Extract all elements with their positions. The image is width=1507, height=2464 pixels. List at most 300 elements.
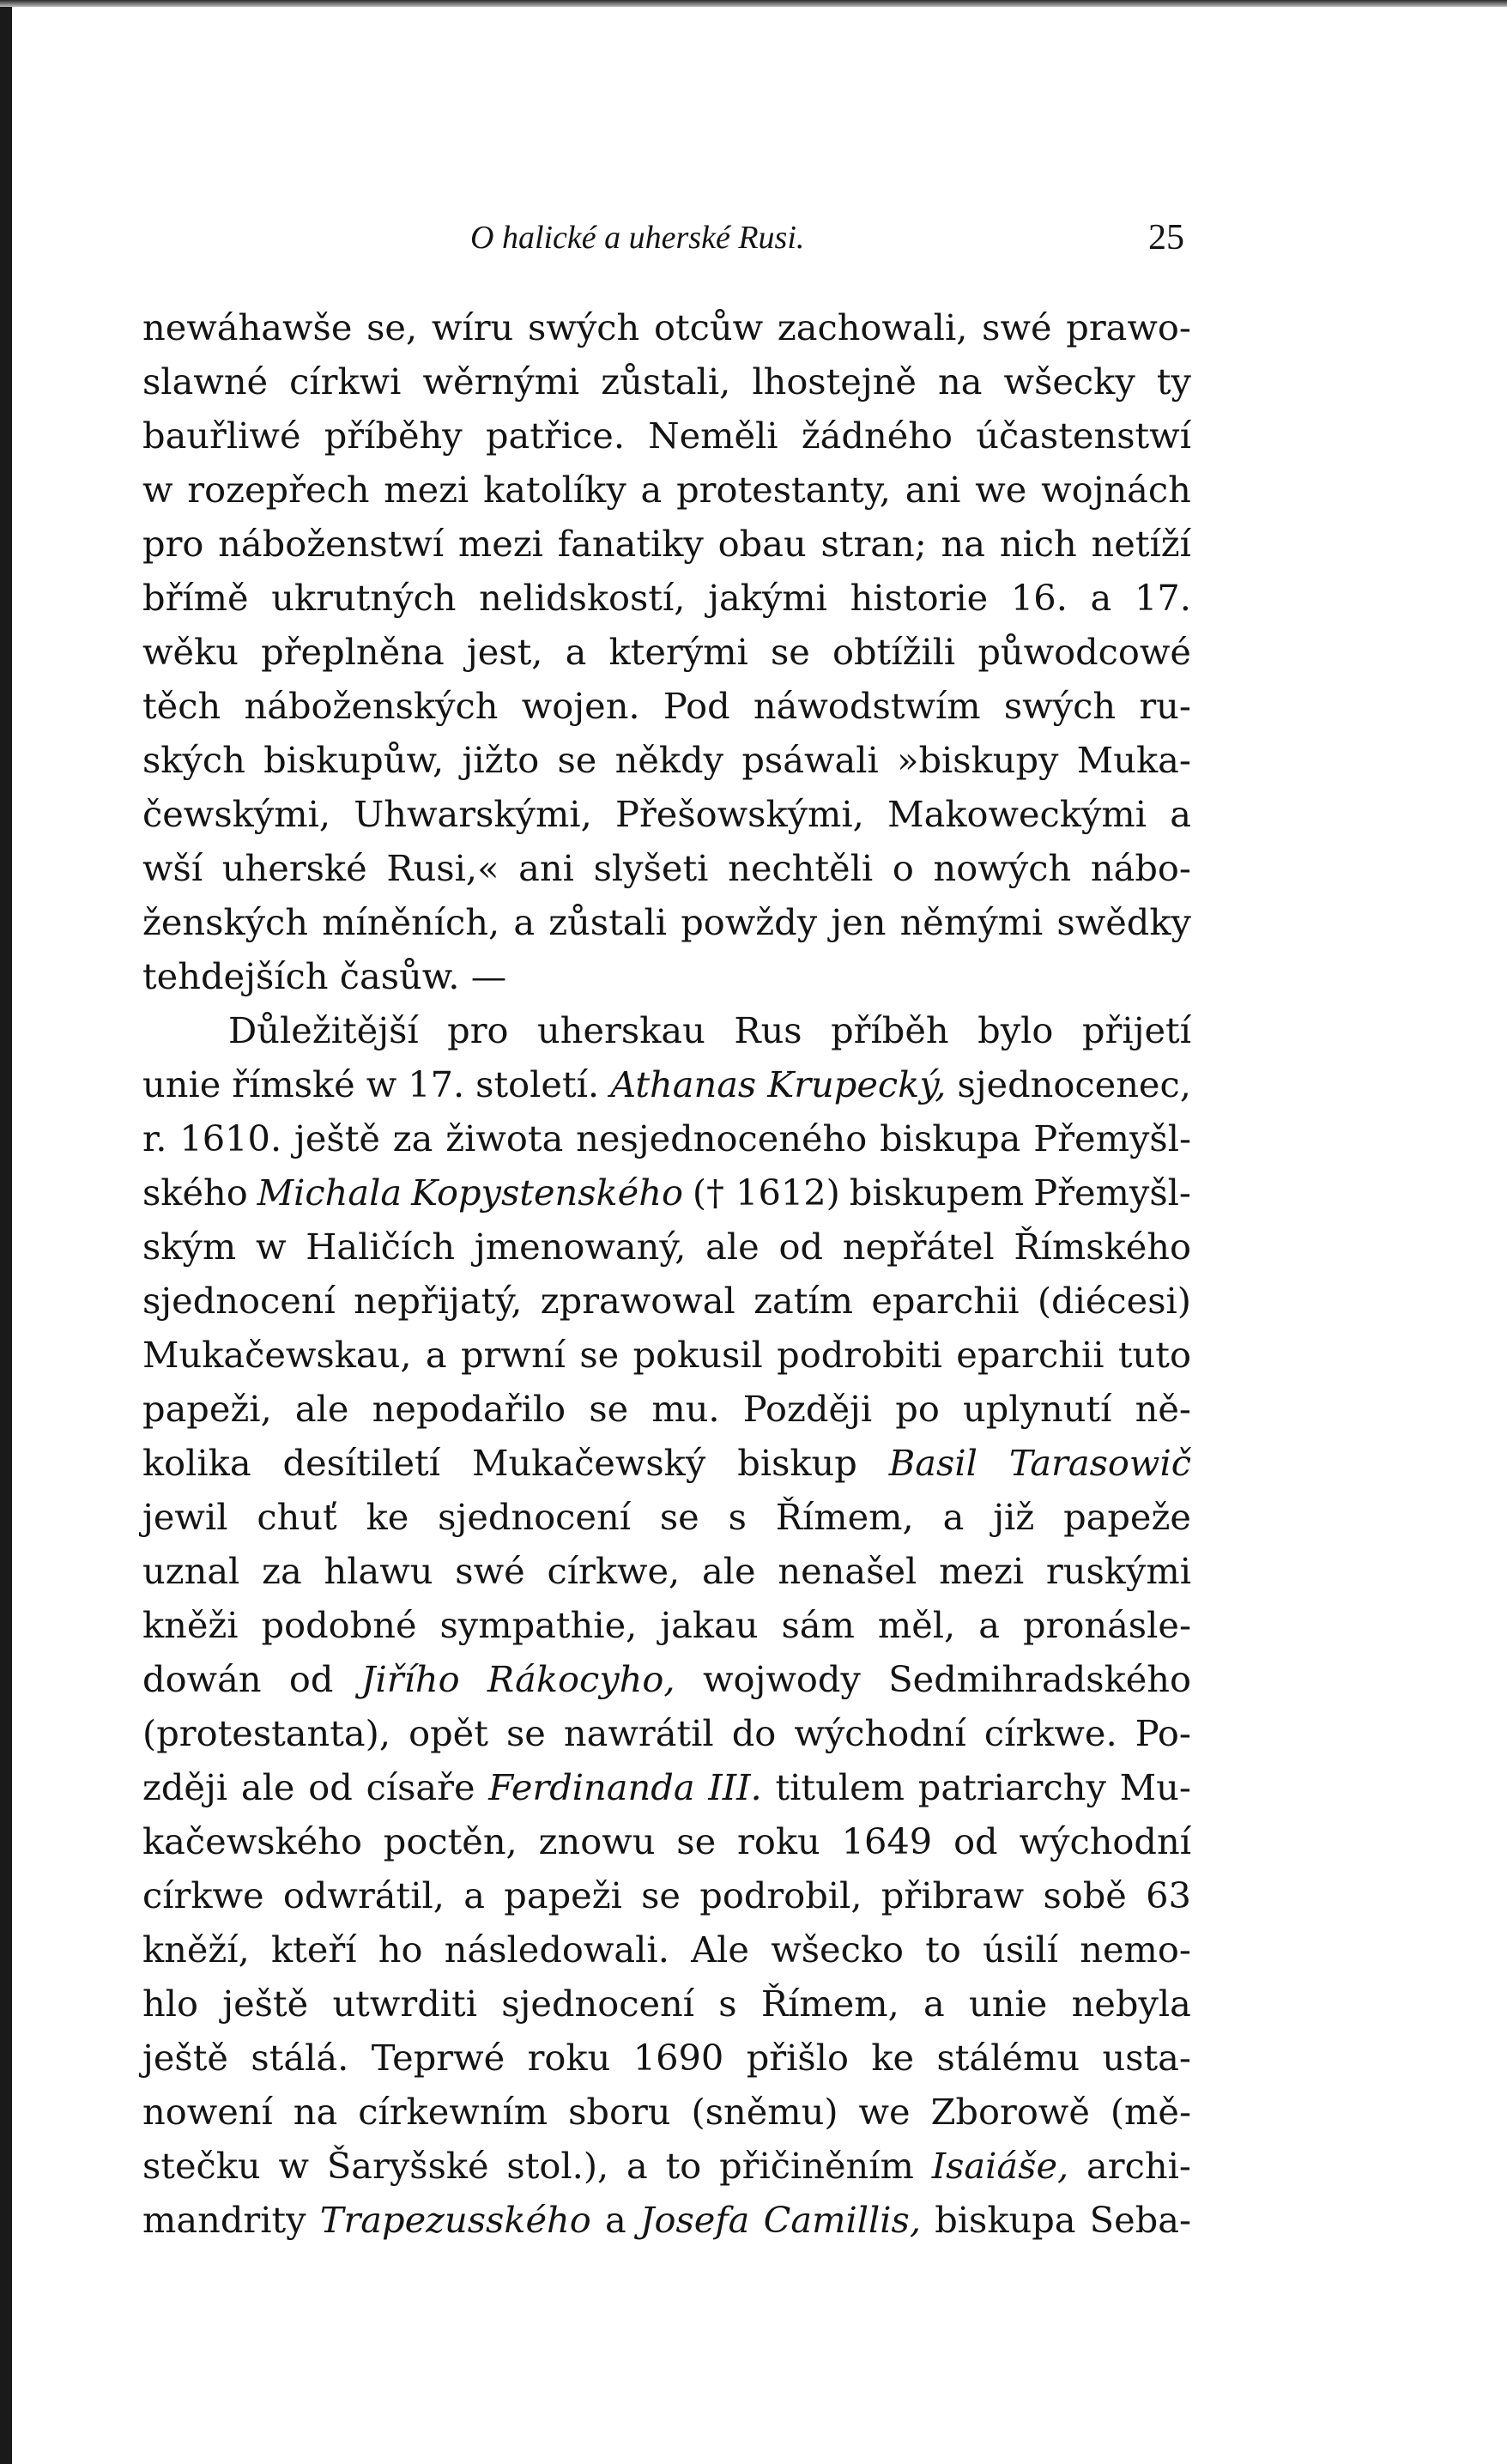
word: se xyxy=(579,1334,620,1376)
word: století. xyxy=(475,1063,600,1105)
text-line xyxy=(142,625,1191,679)
word: čewskými, xyxy=(142,793,331,835)
word: podrobiti xyxy=(777,1334,942,1376)
word: zději xyxy=(142,1766,228,1808)
word: přijetí xyxy=(1081,1009,1191,1051)
word: opět xyxy=(409,1712,488,1754)
word: nepřátel xyxy=(842,1226,995,1268)
page-edge-shadow xyxy=(0,0,12,2464)
word: 63 xyxy=(1146,1874,1191,1916)
word: po xyxy=(895,1388,940,1430)
word: přičiněním xyxy=(719,2145,914,2187)
word: žiwota xyxy=(445,1117,564,1159)
word: biskupa xyxy=(880,1117,1021,1159)
word: bylo xyxy=(977,1009,1054,1051)
word: se xyxy=(505,1712,546,1754)
word: usta- xyxy=(1102,2037,1191,2079)
word: — xyxy=(470,955,507,997)
word: wojen. xyxy=(521,685,640,727)
word: jakými xyxy=(708,577,827,619)
text-line xyxy=(142,1436,1191,1490)
word: otcůw xyxy=(653,306,764,348)
running-head: O halické a uherské Rusi. xyxy=(470,220,805,256)
text-line xyxy=(142,409,1191,463)
word: roku xyxy=(527,2037,611,2079)
word: císaře xyxy=(366,1766,475,1808)
text-line xyxy=(142,1706,1191,1760)
word: swých xyxy=(528,306,640,348)
word: ně- xyxy=(1135,1388,1191,1430)
text-line xyxy=(142,895,1191,949)
italic-word: Rákocyho, xyxy=(487,1658,675,1700)
word: mezi xyxy=(384,469,469,511)
word: zachowali, xyxy=(777,306,968,348)
word: kterými xyxy=(608,631,748,673)
word: za xyxy=(392,1117,433,1159)
word: wíru xyxy=(431,306,514,348)
text-line xyxy=(142,1977,1191,2031)
word: jest, xyxy=(466,631,543,673)
text-line xyxy=(142,300,1191,354)
word: wěrnými xyxy=(422,360,580,403)
word: Seba- xyxy=(1089,2199,1191,2241)
word: ho xyxy=(378,1928,423,1971)
word: ským xyxy=(142,1226,237,1268)
word: uznal xyxy=(142,1550,240,1592)
text-line xyxy=(142,2085,1191,2139)
word: w xyxy=(366,1063,397,1105)
word: unie xyxy=(142,1063,221,1105)
word: půwodcowé xyxy=(977,631,1191,673)
word: ke xyxy=(871,2037,915,2079)
word: wěku xyxy=(142,631,239,673)
word: Přemyšl- xyxy=(1033,1117,1191,1159)
word: a xyxy=(463,1874,485,1916)
word: swědky xyxy=(1056,901,1191,943)
word: uherskau xyxy=(537,1009,705,1051)
text-line xyxy=(142,949,1191,1003)
word: poctěn, xyxy=(383,1820,517,1862)
italic-word: Josefa xyxy=(639,2199,750,2241)
word: netíží xyxy=(1091,523,1191,565)
word: Teprwé xyxy=(371,2037,505,2079)
word: w xyxy=(278,2145,309,2187)
word: od xyxy=(778,1226,824,1268)
word: a xyxy=(923,1983,945,2025)
word: rozepřech xyxy=(187,469,370,511)
word: ještě xyxy=(222,1983,309,2025)
text-line xyxy=(142,1544,1191,1598)
word: patriarchy xyxy=(917,1766,1106,1808)
word: pro xyxy=(447,1009,509,1051)
word: (sněmu) xyxy=(691,2091,838,2133)
word: římské xyxy=(232,1063,355,1105)
word: se xyxy=(557,739,597,781)
word: znowu xyxy=(538,1820,656,1862)
word: sjednocenec, xyxy=(957,1063,1191,1105)
word: od xyxy=(953,1820,998,1862)
word: kněži xyxy=(142,1604,239,1646)
word: nich xyxy=(999,523,1077,565)
word: jewil xyxy=(142,1496,228,1538)
word: sjednocení xyxy=(501,1983,695,2025)
text-line xyxy=(142,1922,1191,1977)
word: podobné xyxy=(261,1604,417,1646)
word: břímě xyxy=(142,577,249,619)
word: 17. xyxy=(408,1063,465,1105)
word: na xyxy=(293,2091,338,2133)
word: dowán xyxy=(142,1658,262,1700)
word: protestanty, xyxy=(676,469,891,511)
word: zůstali, xyxy=(601,360,731,403)
word: měl, xyxy=(877,1604,956,1646)
italic-word: Jiřího xyxy=(360,1658,460,1700)
word: nenašel xyxy=(778,1550,917,1592)
body-text xyxy=(142,300,1191,2247)
word: jižto xyxy=(462,739,540,781)
text-line xyxy=(142,2031,1191,2085)
text-line xyxy=(142,1490,1191,1544)
word: stol.), xyxy=(506,2145,609,2187)
word: úsilí xyxy=(983,1928,1058,1971)
word: stečku xyxy=(142,2145,261,2187)
word: ani xyxy=(905,469,961,511)
word: ale xyxy=(702,1550,756,1592)
word: na xyxy=(938,360,983,403)
word: 16. xyxy=(1010,577,1068,619)
word: se xyxy=(770,631,810,673)
word: nemo- xyxy=(1080,1928,1191,1971)
word: sjednocení xyxy=(142,1280,336,1322)
word: prwní xyxy=(461,1334,566,1376)
text-line xyxy=(142,1868,1191,1922)
word: nowení xyxy=(142,2091,273,2133)
word: ani xyxy=(518,847,574,889)
word: ského xyxy=(142,1171,248,1214)
word: zůstali xyxy=(548,901,668,943)
word: Makoweckými xyxy=(887,793,1147,835)
word: a xyxy=(942,1496,965,1538)
word: míněních, xyxy=(322,901,500,943)
italic-word: Krupecký, xyxy=(767,1063,947,1105)
page-number: 25 xyxy=(1148,218,1184,257)
text-line xyxy=(142,1328,1191,1382)
text-line xyxy=(142,733,1191,787)
word: ských xyxy=(142,739,245,781)
word: desítiletí xyxy=(282,1442,440,1484)
word: 17. xyxy=(1134,577,1191,619)
word: následowali. xyxy=(444,1928,669,1971)
word: přišlo xyxy=(746,2037,849,2079)
word: (protestanta), xyxy=(142,1712,391,1754)
word: zprawowal xyxy=(540,1280,735,1322)
word: stran; xyxy=(820,523,927,565)
word: papeži, xyxy=(142,1388,272,1430)
word: Mukačewský xyxy=(471,1442,706,1484)
text-line xyxy=(142,463,1191,517)
word: uplynutí xyxy=(963,1388,1112,1430)
word: se xyxy=(589,1388,629,1430)
word: nábo- xyxy=(1090,847,1191,889)
word: Po- xyxy=(1135,1712,1191,1754)
word: mezi xyxy=(457,523,543,565)
word: s xyxy=(728,1496,747,1538)
word: nepodařilo xyxy=(372,1388,566,1430)
word: podrobil, xyxy=(699,1874,862,1916)
text-line xyxy=(142,2139,1191,2193)
word: w xyxy=(142,469,173,511)
word: církwe xyxy=(142,1874,264,1916)
word: a xyxy=(1090,577,1112,619)
word: ukrutných xyxy=(271,577,457,619)
word: žádného xyxy=(801,415,953,457)
word: Uhwarskými, xyxy=(354,793,592,835)
word: nepřijatý, xyxy=(354,1280,523,1322)
word: Římského xyxy=(1014,1226,1191,1268)
word: bauřliwé xyxy=(142,415,301,457)
word: ale xyxy=(705,1226,760,1268)
word: swých xyxy=(1003,685,1117,727)
word: ty xyxy=(1156,360,1191,403)
word: náwodstwím xyxy=(753,685,981,727)
word: náboženstwí xyxy=(218,523,445,565)
word: přeplněna xyxy=(261,631,445,673)
word: 1690 xyxy=(632,2037,724,2079)
text-line xyxy=(142,1111,1191,1165)
word: jen xyxy=(831,901,887,943)
word: 1610. xyxy=(179,1117,282,1159)
word: we xyxy=(858,2091,911,2133)
word: a xyxy=(1170,793,1191,835)
word: to xyxy=(665,2145,702,2187)
word: r. xyxy=(142,1117,167,1159)
word: na xyxy=(941,523,985,565)
word: stálému xyxy=(936,2037,1080,2079)
word: (diécesi) xyxy=(1037,1280,1191,1322)
word: kolika xyxy=(142,1442,251,1484)
text-line xyxy=(142,1382,1191,1436)
word: příběh xyxy=(831,1009,949,1051)
word: ještě xyxy=(294,1117,380,1159)
word: němými xyxy=(899,901,1044,943)
word: se xyxy=(641,1874,681,1916)
word: církwi xyxy=(289,360,402,403)
italic-word: Isaiáše, xyxy=(931,2145,1069,2187)
italic-word: III. xyxy=(708,1766,762,1808)
word: Přešowskými, xyxy=(615,793,864,835)
word: slawné xyxy=(142,360,269,403)
word: Římem, xyxy=(760,1983,899,2025)
word: a xyxy=(978,1604,1000,1646)
word: wýchodní xyxy=(794,1712,966,1754)
word: w xyxy=(255,1226,287,1268)
word: obtížili xyxy=(832,631,956,673)
word: uherské xyxy=(221,847,367,889)
word: a xyxy=(604,2199,626,2241)
word: církwe. xyxy=(983,1712,1117,1754)
word: církewním xyxy=(358,2091,548,2133)
word: biskupa xyxy=(935,2199,1076,2241)
word: historie xyxy=(850,577,989,619)
word: katolíky xyxy=(483,469,626,511)
word: s xyxy=(718,1983,737,2025)
word: († 1612) xyxy=(692,1171,840,1214)
word: ru- xyxy=(1139,685,1191,727)
word: pronásle- xyxy=(1022,1604,1191,1646)
word: sobě xyxy=(1043,1874,1127,1916)
word: ale xyxy=(240,1766,295,1808)
word: se xyxy=(659,1496,699,1538)
text-line xyxy=(142,571,1191,625)
word: Šaryšské xyxy=(326,2145,489,2187)
word: Římem, xyxy=(775,1496,914,1538)
word: a xyxy=(513,901,536,943)
word: těch xyxy=(142,685,221,727)
word: titulem xyxy=(775,1766,905,1808)
word: hlo xyxy=(142,1983,198,2025)
word: powždy xyxy=(681,901,818,943)
word: za xyxy=(262,1550,302,1592)
word: ruskými xyxy=(1045,1550,1191,1592)
word: wšecko xyxy=(771,1928,904,1971)
text-line xyxy=(142,1003,1191,1057)
word: obau xyxy=(717,523,807,565)
word: církwe, xyxy=(547,1550,681,1592)
word: ještě xyxy=(142,2037,228,2079)
word: biskupůw, xyxy=(263,739,445,781)
word: nesjednoceného xyxy=(576,1117,868,1159)
word: unie xyxy=(969,1983,1048,2025)
word: chuť xyxy=(257,1496,337,1538)
word: mezi xyxy=(939,1550,1025,1592)
word: patřice. xyxy=(485,415,626,457)
word: Neměli xyxy=(648,415,778,457)
word: sjednocení xyxy=(438,1496,631,1538)
word: Ale xyxy=(691,1928,749,1971)
word: nechtěli xyxy=(728,847,874,889)
text-line xyxy=(142,1760,1191,1814)
italic-word: Kopystenského xyxy=(411,1171,683,1214)
word: Zborowě xyxy=(930,2091,1090,2133)
word: archi- xyxy=(1086,2145,1191,2187)
word: »biskupy xyxy=(897,739,1059,781)
word: sám xyxy=(781,1604,855,1646)
word: do xyxy=(731,1712,777,1754)
word: sympathie, xyxy=(439,1604,638,1646)
word: wýchodní xyxy=(1019,1820,1191,1862)
text-line xyxy=(142,354,1191,409)
word: náboženských xyxy=(244,685,499,727)
word: prawo- xyxy=(1066,306,1191,348)
word: sboru xyxy=(568,2091,671,2133)
word: přibraw xyxy=(881,1874,1025,1916)
word: slyšeti xyxy=(593,847,709,889)
word: Později xyxy=(742,1388,873,1430)
word: odwrátil, xyxy=(282,1874,445,1916)
word: newáhawše xyxy=(142,306,353,348)
word: Rus xyxy=(734,1009,802,1051)
word: jmenowaný, xyxy=(474,1226,687,1268)
word: se, xyxy=(366,306,418,348)
word: od xyxy=(308,1766,353,1808)
word: Muka- xyxy=(1076,739,1191,781)
italic-word: Athanas xyxy=(610,1063,757,1105)
word: Mu- xyxy=(1119,1766,1191,1808)
word: lhostejně xyxy=(752,360,917,403)
word: příběhy xyxy=(324,415,463,457)
word: papeže xyxy=(1063,1496,1191,1538)
word: od xyxy=(288,1658,334,1700)
text-line xyxy=(142,1652,1191,1706)
text-line xyxy=(142,1274,1191,1328)
word: wojwody xyxy=(702,1658,861,1700)
word: ke xyxy=(366,1496,409,1538)
text-line xyxy=(142,2193,1191,2247)
word: a xyxy=(640,469,663,511)
word: hlawu xyxy=(324,1550,433,1592)
word: wojnách xyxy=(1041,469,1191,511)
word: Mukačewskau, xyxy=(142,1334,412,1376)
word: nelidskostí, xyxy=(479,577,686,619)
word: o xyxy=(892,847,914,889)
word: zatím xyxy=(754,1280,854,1322)
italic-word: Ferdinanda xyxy=(488,1766,695,1808)
text-line xyxy=(142,1057,1191,1111)
text-line xyxy=(142,787,1191,841)
word: Pod xyxy=(663,685,730,727)
word: roku xyxy=(737,1820,820,1862)
italic-word: Tarasowič xyxy=(1008,1442,1191,1484)
word: swé xyxy=(982,306,1052,348)
word: psáwali xyxy=(741,739,879,781)
word: Důležitější xyxy=(228,1009,419,1051)
word: někdy xyxy=(614,739,724,781)
word: utwrditi xyxy=(332,1983,477,2025)
word: kačewského xyxy=(142,1820,362,1862)
word: fanatiky xyxy=(557,523,704,565)
word: Rusi,« xyxy=(386,847,499,889)
word: nebyla xyxy=(1071,1983,1191,2025)
word: kněží, xyxy=(142,1928,250,1971)
word: a xyxy=(626,2145,648,2187)
word: nowých xyxy=(933,847,1072,889)
text-line xyxy=(142,679,1191,733)
word: tuto xyxy=(1117,1334,1191,1376)
word: časůw. xyxy=(339,955,460,997)
word: Sedmihradského xyxy=(888,1658,1191,1700)
word: wšecky xyxy=(1003,360,1135,403)
word: ženských xyxy=(142,901,309,943)
text-line xyxy=(142,1220,1191,1274)
word: a xyxy=(565,631,587,673)
word: pokusil xyxy=(632,1334,763,1376)
word: nawrátil xyxy=(563,1712,714,1754)
word: pro xyxy=(142,523,204,565)
text-line xyxy=(142,1165,1191,1220)
italic-word: Michala xyxy=(257,1171,402,1214)
word: to xyxy=(925,1928,961,1971)
word: a xyxy=(425,1334,447,1376)
word: tehdejších xyxy=(142,955,329,997)
word: mandrity xyxy=(142,2199,306,2241)
text-line xyxy=(142,1598,1191,1652)
italic-word: Basil xyxy=(888,1442,977,1484)
word: biskupem xyxy=(849,1171,1025,1214)
italic-word: Camillis, xyxy=(763,2199,922,2241)
word: se xyxy=(676,1820,717,1862)
text-line xyxy=(142,1814,1191,1868)
word: eparchii xyxy=(956,1334,1105,1376)
